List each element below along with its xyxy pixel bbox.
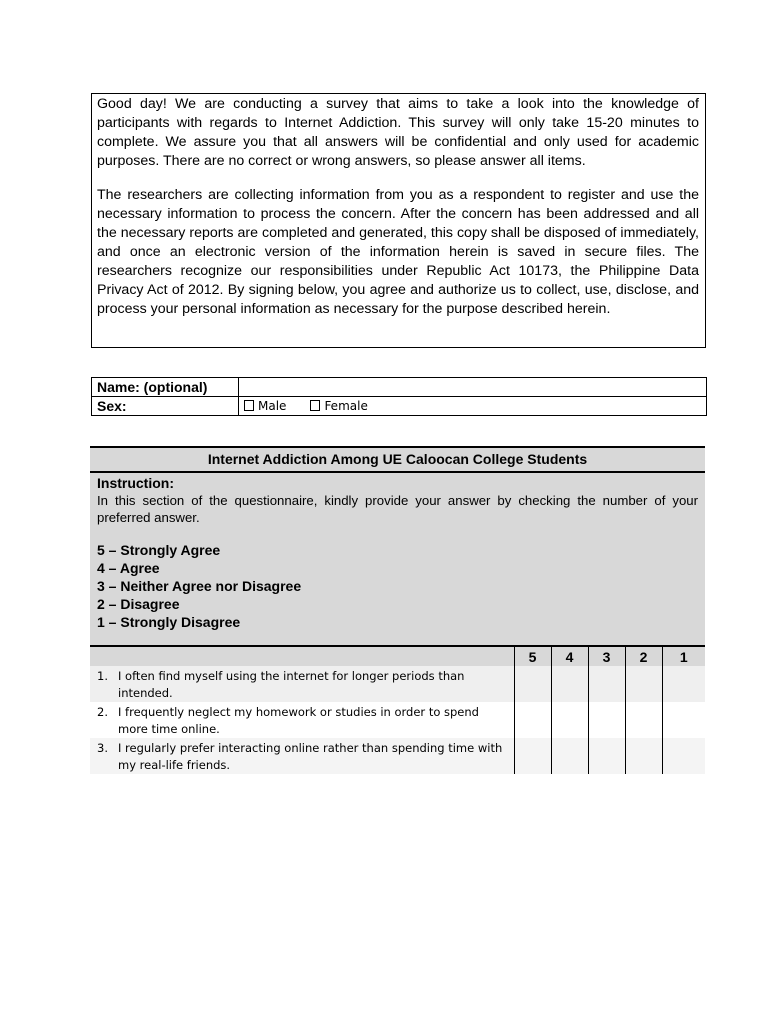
column-header-4: 4 [551,646,588,666]
scale-item: 3 – Neither Agree nor Disagree [97,578,302,594]
column-header-3: 3 [588,646,625,666]
item-number: 2. [97,705,108,719]
scale-item: 1 – Strongly Disagree [97,614,241,630]
scale-item: 4 – Agree [97,560,160,576]
rating-scale [97,541,698,631]
rating-cell-4[interactable] [551,738,588,774]
scale-item: 2 – Disagree [97,596,180,612]
sex-options [239,397,707,416]
rating-cell-2[interactable] [625,702,662,738]
rating-cell-3[interactable] [588,666,625,702]
rating-cell-5[interactable] [514,666,551,702]
item-text [90,666,514,702]
column-header-2: 2 [625,646,662,666]
consent-paragraph-1: Good day! We are conducting a survey that aims to take a look into the knowledge of participants with regards to Internet Addiction. This survey will only take 15-20 minutes to complete. We assure you that all answers will be confidential and only used for academic purposes. There are no correct or wrong answers, so please answer all items. [97,96,699,169]
column-header-row [90,646,705,666]
rating-cell-1[interactable] [662,738,705,774]
rating-cell-3[interactable] [588,702,625,738]
table-row [90,666,705,702]
survey-header-section [90,446,705,647]
female-checkbox[interactable] [310,400,320,411]
rating-cell-5[interactable] [514,738,551,774]
column-header-1: 1 [662,646,705,666]
rating-cell-4[interactable] [551,666,588,702]
survey-title: Internet Addiction Among UE Caloocan College Students [90,448,705,473]
instruction-heading: Instruction: [97,475,174,491]
name-field[interactable] [239,378,707,397]
scale-item: 5 – Strongly Agree [97,542,221,558]
item-text [90,738,514,774]
item-statement: I often find myself using the internet for longer periods than intended. [118,669,465,700]
female-label: Female [324,398,368,413]
survey-items-table [90,645,705,774]
item-statement: I frequently neglect my homework or studies in order to spend more time online. [118,705,479,736]
name-label: Name: (optional) [92,378,239,397]
respondent-info-table [91,377,707,416]
sex-row [92,397,707,416]
male-checkbox[interactable] [244,400,254,411]
sex-label: Sex: [92,397,239,416]
item-statement: I regularly prefer interacting online rather than spending time with my real-life friends. [118,741,503,772]
rating-cell-2[interactable] [625,738,662,774]
rating-cell-1[interactable] [662,702,705,738]
male-label: Male [258,398,287,413]
item-number: 1. [97,669,108,683]
instruction-text: In this section of the questionnaire, kindly provide your answer by checking the number of your preferred answer. [97,493,698,525]
rating-cell-3[interactable] [588,738,625,774]
rating-cell-4[interactable] [551,702,588,738]
column-header-5: 5 [514,646,551,666]
item-text [90,702,514,738]
instruction-block [90,473,705,631]
table-row [90,702,705,738]
table-row [90,738,705,774]
name-row [92,378,707,397]
rating-cell-1[interactable] [662,666,705,702]
consent-box [91,93,706,348]
rating-cell-5[interactable] [514,702,551,738]
item-number: 3. [97,741,108,755]
consent-paragraph-2: The researchers are collecting information from you as a respondent to register and use the necessary information to process the concern. After the concern has been addressed and all the necessary reports are completed and generated, this copy shall be disposed of immediately, and once an electronic version of the information herein is saved in secure files. The researchers recognize our responsibilities under Republic Act 10173, the Philippine Data Privacy Act of 2012. By signing below, you agree and authorize us to collect, use, disclose, and process your personal information as necessary for the purpose described herein. [97,187,699,317]
rating-cell-2[interactable] [625,666,662,702]
item-column-header [90,646,514,666]
